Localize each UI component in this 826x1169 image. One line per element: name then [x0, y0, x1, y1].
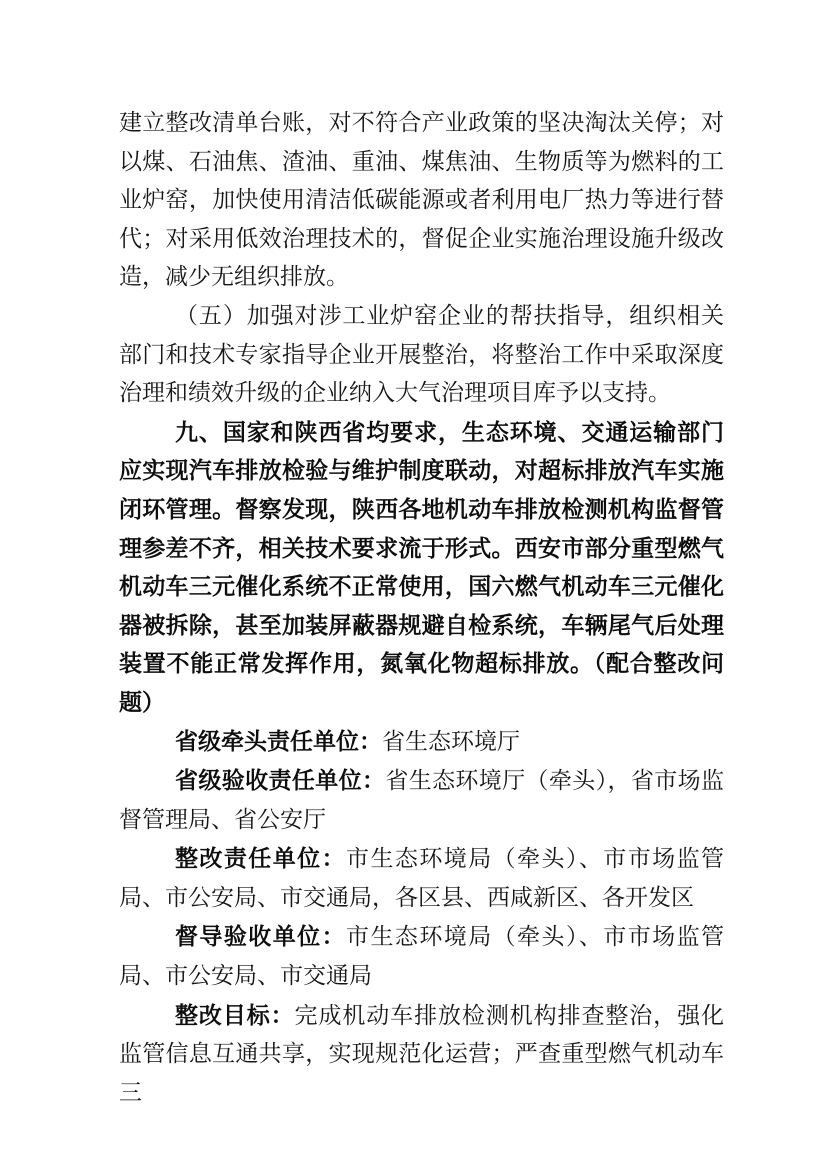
- paragraph-rectification-goal: [119, 996, 724, 1113]
- field-label-rectification-goal: 整改目标：: [175, 1001, 295, 1028]
- paragraph-provincial-acceptance-unit: [119, 761, 724, 839]
- paragraph-rectification-unit: [119, 839, 724, 917]
- field-value-provincial-lead-unit: 省生态环境厅: [382, 728, 520, 754]
- paragraph-provincial-lead-unit: [119, 722, 724, 762]
- field-label-provincial-lead-unit: 省级牵头责任单位：: [175, 727, 382, 754]
- field-value-provincial-acceptance-unit: 省生态环境厅（牵头），省市场监督管理局、省公安厅: [119, 768, 725, 832]
- field-value-rectification-goal: 完成机动车排放检测机构排查整治，强化监管信息互通共享，实现规范化运营；严查重型燃气机动车三: [119, 1002, 725, 1105]
- field-label-provincial-acceptance-unit: 省级验收责任单位：: [175, 767, 386, 794]
- paragraph-continuation: 建立整改清单台账，对不符合产业政策的坚决淘汰关停；对以煤、石油焦、渣油、重油、煤焦油、生物质等为燃料的工业炉窑，加快使用清洁低碳能源或者利用电厂热力等进行替代；对采用低效治理技术的，督促企业实施治理设施升级改造，减少无组织排放。: [119, 110, 724, 290]
- field-value-rectification-unit: 市生态环境局（牵头）、市市场监管局、市公安局、市交通局，各区县、西咸新区、各开发区: [119, 846, 725, 910]
- paragraph-issue-nine: 九、国家和陕西省均要求，生态环境、交通运输部门应实现汽车排放检验与维护制度联动，对超标排放汽车实施闭环管理。督察发现，陕西各地机动车排放检测机构监督管理参差不齐，相关技术要求流于形式。西安市部分重型燃气机动车三元催化系统不正常使用，国六燃气机动车三元催化器被拆除，甚至加装屏蔽器规避自检系统，车辆尾气后处理装置不能正常发挥作用，氮氧化物超标排放。（配合整改问题）: [119, 418, 724, 715]
- paragraph-item-five: （五）加强对涉工业炉窑企业的帮扶指导，组织相关部门和技术专家指导企业开展整治，将整治工作中采取深度治理和绩效升级的企业纳入大气治理项目库予以支持。: [119, 302, 724, 406]
- field-value-supervision-acceptance-unit: 市生态环境局（牵头）、市市场监管局、市公安局、市交通局: [119, 924, 725, 989]
- paragraph-supervision-acceptance-unit: [119, 917, 724, 995]
- field-label-rectification-unit: 整改责任单位：: [175, 845, 347, 872]
- field-label-supervision-acceptance-unit: 督导验收单位：: [175, 923, 347, 950]
